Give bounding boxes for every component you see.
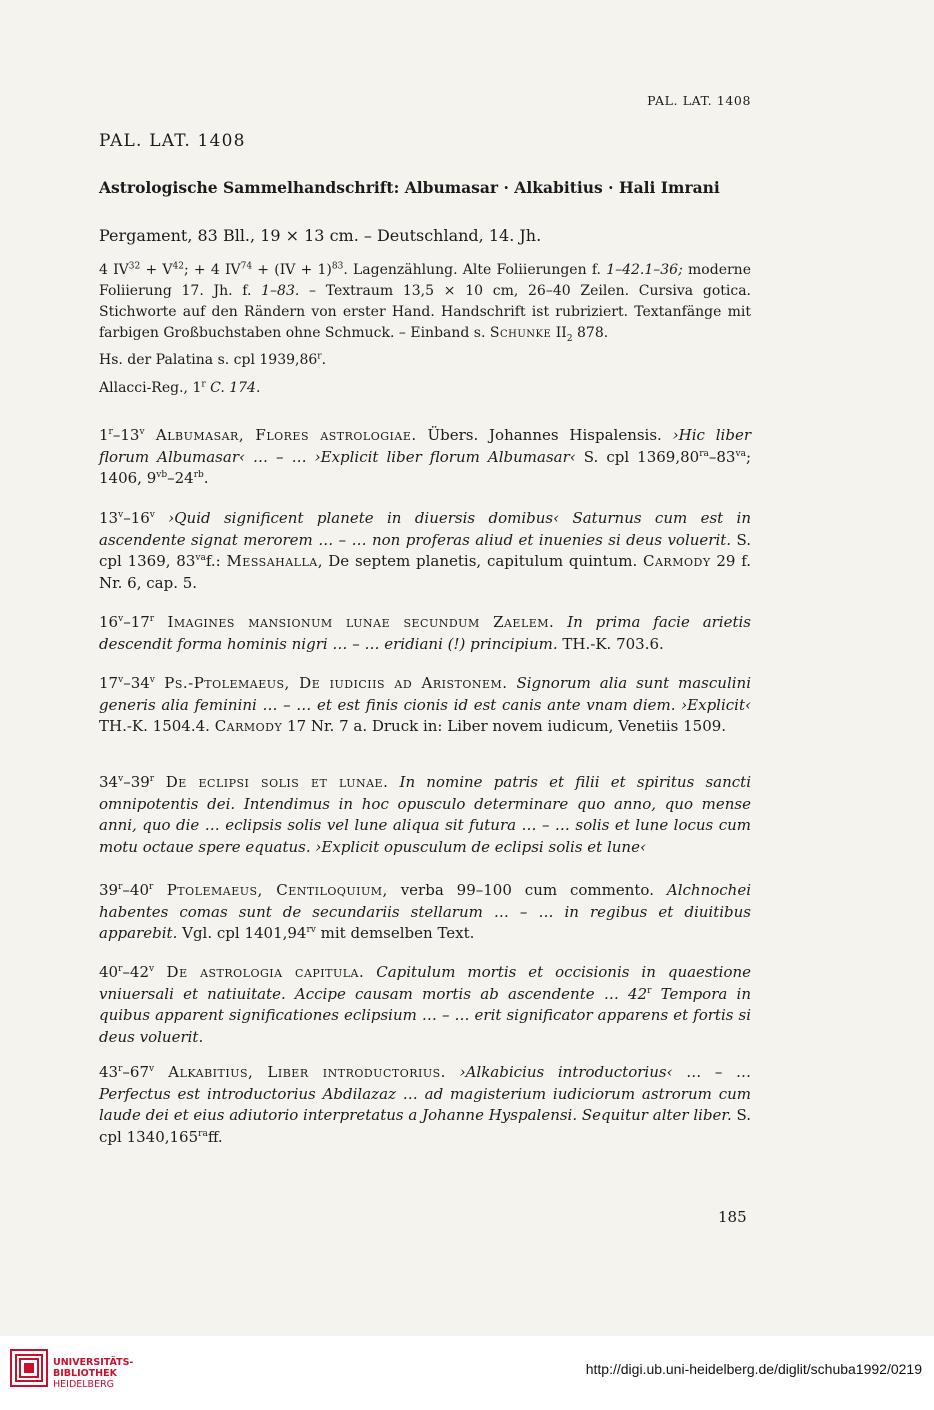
- university-library-logo-icon: [10, 1349, 48, 1387]
- manuscript-physical-data: Pergament, 83 Bll., 19 × 13 cm. – Deutschland, 14. Jh.: [99, 226, 542, 245]
- content-entry: 17$^v$–34$^v$ Ps.-Ptolemaeus, De iudiciis ad Aristonem. Signorum alia sunt masculini generis alia feminini … – … et est finis cionis id est canis ante vnam diem. ›Explicit‹ TH.-K. 1504.4. Carmody 17 Nr. 7 a. Druck in: Liber novem iudicum, Venetiis 1509.: [99, 674, 751, 735]
- content-entry: 39$^r$–40$^r$ Ptolemaeus, Centiloquium, verba 99–100 cum commento. Alchnochei habentes comas sunt de secundariis stellarum … – … in regibus et diuitibus apparebit. Vgl. cpl $1401,94^{rv}$ mit demselben Text.: [99, 881, 752, 942]
- provenance-note: Hs. der Palatina s. cpl 1939,86$^r$.: [99, 351, 327, 368]
- content-entry: 16$^v$–17$^r$ Imagines mansionum lunae secundum Zaelem. In prima facie arietis descendit forma hominis nigri … – … eridiani (!) principium. TH.-K. 703.6.: [99, 613, 752, 653]
- shelfmark: PAL. LAT. 1408: [99, 131, 246, 151]
- content-entry: 13$^v$–16$^v$ ›Quid significent planete in diuersis domibus‹ Saturnus cum est in ascendente signat merorem … – … non proferas aliud et inuenies si deus voluerit. S. cpl 1369, $83^{va}f$.: Messahalla, De septem planetis, capitulum quintum. Carmody 29 f. Nr. 6, cap. 5.: [99, 509, 751, 592]
- manuscript-title: Astrologische Sammelhandschrift: Albumasar · Alkabitius · Hali Imrani: [99, 178, 720, 197]
- running-head: PAL. LAT. 1408: [647, 93, 751, 108]
- permalink-url[interactable]: http://digi.ub.uni-heidelberg.de/diglit/schuba1992/0219: [585, 1361, 922, 1377]
- allacci-reference: Allacci-Reg., 1$^r$ C. 174.: [99, 379, 261, 396]
- codicological-description: [99, 260, 751, 350]
- content-entry: 34$^v$–39$^r$ De eclipsi solis et lunae. In nomine patris et filii et spiritus sancti omnipotentis dei. Intendimus in hoc opusculo determinare quo anno, quo mense anni, quo die … eclipsis solis vel lune aliqua sit futura … – … solis et lune locus cum motu octaue spere equatus. ›Explicit opusculum de eclipsi solis et lune‹: [99, 773, 751, 856]
- content-entry: 43$^r$–67$^v$ Alkabitius, Liber introductorius. ›Alkabicius introductorius‹ … – … Perfectus est introductorius Abdilazaz … ad magisterium iudiciorum astrorum cum laude dei et eius adiutorio interpretatus a Johanne Hyspalensi. Sequitur alter liber. S. cpl $1340,165^{ra}ff$.: [99, 1063, 752, 1146]
- description-paragraph: 4 $IV^{32} + V^{42}$; + 4 $IV^{74} + (IV + 1)^{83}$. Lagenzählung. Alte Foliierungen f. 1–42.1–36; moderne Foliierung 17. Jh. f. 1–83. – Textraum 13,5 × 10 cm, 26–40 Zeilen. Cursiva gotica. Stichworte auf den Rändern von erster Hand. Handschrift ist rubriziert. Textanfänge mit farbigen Großbuchstaben ohne Schmuck. – Einband s. Schunke $II_2$ 878.: [99, 261, 751, 344]
- library-logo-text: UNIVERSITÄTS- BIBLIOTHEK HEIDELBERG: [53, 1357, 134, 1390]
- content-entry: 40$^r$–42$^v$ De astrologia capitula. Capitulum mortis et occisionis in quaestione vniuersali et natiuitate. Accipe causam mortis ab ascendente … 42$^r$ Tempora in quibus apparent significationes eclipsium … – … erit significator apparens et fortis si deus voluerit.: [99, 963, 752, 1046]
- page-number: 185: [718, 1208, 747, 1226]
- content-entry: 1$^r$–13$^v$ Albumasar, Flores astrologiae. Übers. Johannes Hispalensis. ›Hic liber florum Albumasar‹ … – … ›Explicit liber florum Albumasar‹ S. cpl $1369,80^{ra}-83^{va}$; 1406, $9^{vb}-24^{rb}$.: [99, 426, 751, 487]
